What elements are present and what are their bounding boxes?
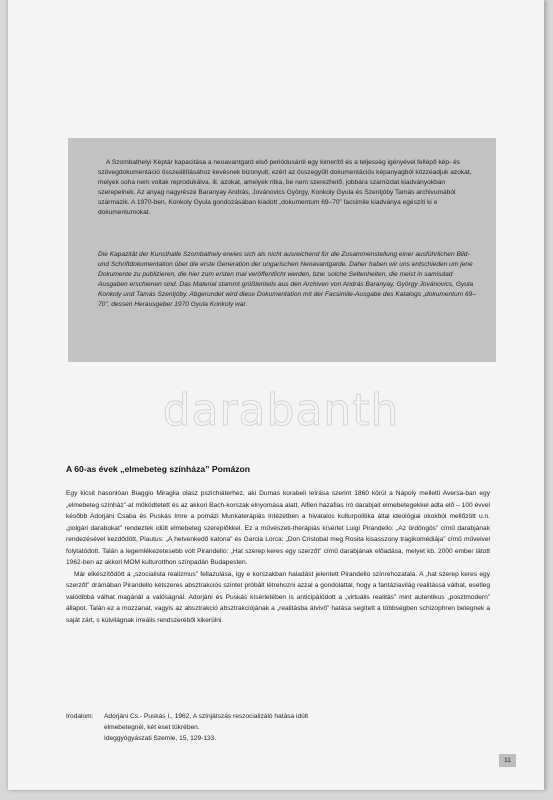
body-paragraph-1: Egy kicsit hasonlóan Biaggio Miraglia olasz pszichiáterhez, aki Dumas korabeli leírása szerint 1860 körül a Nápoly melletti Aversa-ban egy „elmebeteg színház”-at működtetett és az akkori Bach-korszak elnyomása alatt, Alfieri hazafias író darabjait elmebetegekkel adta elő – 100 évvel később Adorjáni Csaba és Puskás Imre a pomázi Munkaterápiás Intézetben a hivatalos kulturpolitika által ideológiai okokból mellőzött u.n. „polgári darabokat” rendeztek idült elmebeteg szereplőkkel. Ez a művészeti-therápiás kísérlet Luigi Pirandello: „Az ördöngös” című darabjának rendezésével kezdődött, Plautus: „A hetvenkedő katona” és Garcia Lorca: „Don Cristobal meg Rosita kisasszony tragikomédiája” című műveivel folytatódott. Talán a legemlékezetesebb volt Pirandello: „Hat szerep keres egy szerzőt” című darabjának előadása, melyet kb. 2000 ember látott 1962-ben az akkori MOM kulturotthon színpadán Budapesten.: [66, 490, 490, 566]
watermark: darabanth: [162, 385, 400, 436]
body-paragraph-2: Már elkészítődött a „szocialista realizmus” fellazulása, így e korszakban haladást jelentett Pirandello színrehozatala. A „hat szerep keres egy szerzőt” drámában Pirandello kétszeres absztrakciós szintet próbált létrehozni azzal a gondolattal, hogy a fantáziavilág realitássá válhat, esetleg valódibbá válhat magánál a valóságnál. Adorjáni és Puskás kísérletében is anticipálódott a „virtuális realitás” mint autentikus „posztmodern” állapot. Talán ez a mozzanat, vagyis az absztrakció absztrakciójának a „realitásba átvivő” hatása segített a többségben schizophren betegnek a saját zárt, s külvilágnak irreális rendszeréből kikerülni.: [66, 570, 490, 624]
references-label: Irodalom:: [66, 713, 94, 720]
reference-line: Ideggyógyászati Szemle, 15, 129-133.: [104, 735, 217, 742]
reference-line: elmebetegnél, két eset tükrében.: [104, 724, 200, 731]
page-number: 11: [499, 754, 516, 767]
document-page: [8, 0, 544, 790]
summary-german: Die Kapazität der Kunsthalle Szombathely erwies sich als nicht ausreichend für die Zusammenstellung einer ausführlichen Bild- und Schriftdokumentation über die erste Generation der ungarischen Neoavantgarde. Daher haben wir uns entschieden um jene Dokumente zu publizieren, die hier zum ersten mal veröffentlicht werden, bzw. solche Seltenheiten, die meist in samisdad Ausgaben erschienen sind. Das Material stammt größtenteils aus den Archiven von András Baranyay, György Jovánovics, Gyula Konkoly und Tamás Szentjóby. Abgerundet wird diese Dokumentation mit der Facsimile-Ausgabe des Katalogs „dokumentum 69–70”, dessen Herausgeber 1970 Gyula Konkoly war.: [98, 251, 476, 309]
summary-hungarian: A Szombathelyi Képtár kapacitása a neoavantgard első periódusáról egy kimerítő és a teljesség igényével fellépő kép- és szövegdokumentáció összeállításához kevésnek bizonyult, ezért az összegyűlt dokumentációs képanyagból közzéadjuk azokat, melyek soha nem voltak reprodukálva, ill. azokat, amelyek ritka, be nem szerezhető, jobbára szamizdat kiadványokban szerepelnek. Az anyag nagyrésze Baranyay András, Jovánovics György, Konkoly Gyula és Szentjóby Tamás archivumából származik. A 1970-ben, Konkoly Gyula gondozásában kiadott „dokumentum 69–70” facsimile kiadványa egészíti ki e dokumentumokat.: [98, 159, 472, 217]
reference-line: Adorjáni Cs.- Puskás I., 1962, A színjátszás reszocializáló hatása idült: [104, 713, 309, 720]
article-body: [66, 488, 490, 626]
references-list: [104, 711, 484, 744]
summary-box: [68, 138, 496, 362]
section-title: A 60-as évek „elmebeteg színháza” Pomázon: [66, 464, 251, 474]
